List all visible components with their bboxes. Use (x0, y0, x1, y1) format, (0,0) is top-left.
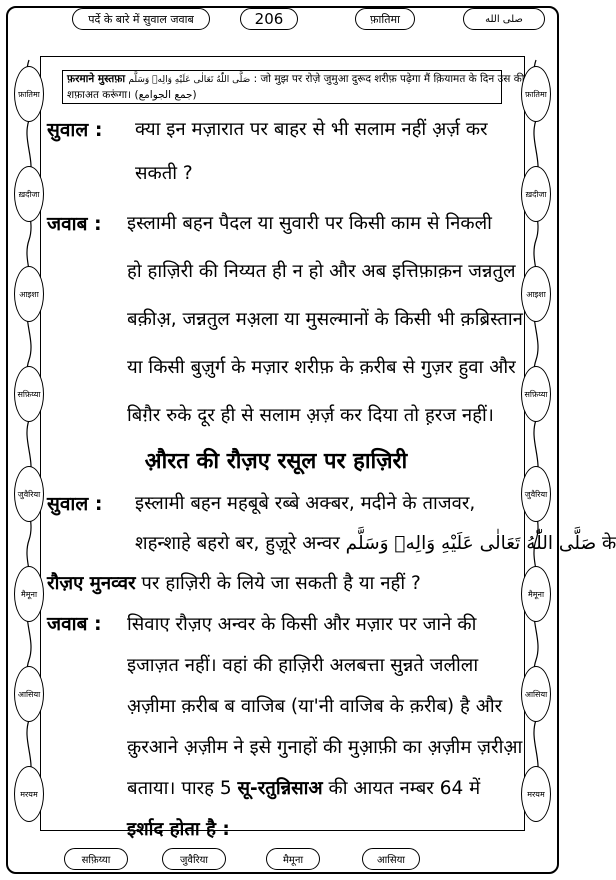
question-label: सुवाल : (47, 493, 103, 515)
side-medal: सफ़िय्या (14, 366, 44, 422)
side-medal: फ़ातिमा (14, 66, 44, 122)
hadith-banner (62, 70, 525, 104)
answer-label: जवाब : (47, 213, 102, 235)
side-medal: आइशा (14, 266, 44, 322)
header-corner-ornament: صلى الله (463, 8, 545, 30)
text-line: अ़ज़ीमा क़रीब ब वाजिब (या'नी वाजिब के क़रीब) है और (127, 696, 503, 717)
banner-salutation: صَلَّى اللّٰهُ تَعَالٰى عَلَيْهِ وَالِهٖ وَسَلَّم (128, 75, 251, 85)
footer-label: जुवैरिया (162, 848, 226, 870)
text-line: सकती ? (135, 163, 193, 184)
side-medal: मैमूना (14, 566, 44, 622)
answer-2 (47, 604, 523, 850)
text-line (127, 768, 522, 809)
page-number: 206 (240, 8, 298, 30)
text-span: इर्शाद होता है : (127, 819, 230, 840)
side-medal: आइशा (521, 266, 551, 322)
side-medal: ख़दीजा (521, 166, 551, 222)
footer-label: मैमूना (266, 848, 320, 870)
question-1 (47, 108, 505, 196)
bold-phrase: रौज़ए मुनव्वर (47, 573, 136, 594)
text-span: पर हाज़िरी के लिये जा सकती है या नहीं ? (135, 573, 421, 594)
bold-phrase: सू-रतुन्निसाअ (237, 778, 323, 799)
text-line: शहन्शाहे बहरो बर, हुज़ूरे अन्वर صَلَّى اللّٰهُ تَعَالٰى عَلَيْهِ وَالِهٖ وَسَلَّم के (135, 533, 616, 554)
text-line: या किसी बुज़ुर्ग के मज़ार शरीफ़ के क़रीब से गुज़र हुवा और (127, 357, 516, 378)
text-line: बिग़ैर रुके दूर ही से सलाम अ़र्ज़ कर दिया तो ह़रज नहीं। (127, 405, 494, 426)
chapter-title: पर्दे के बारे में सुवाल जवाब (72, 8, 210, 30)
text-span: बताया। पारह 5 (127, 778, 238, 799)
side-medal: ख़दीजा (14, 166, 44, 222)
header-right-title: फ़ातिमा (355, 8, 415, 30)
section-heading: औ़रत की रौज़ए रसूल पर हाज़िरी (144, 449, 408, 474)
text-line: क्या इन मज़ारात पर बाहर से भी सलाम नहीं अ़र्ज़ कर (135, 119, 488, 140)
side-medal: सफ़िय्या (521, 366, 551, 422)
answer-label: जवाब : (47, 613, 102, 635)
banner-text: : जो मुझ पर रोज़े जुमुआ दुरूद शरीफ़ पढ़ेगा मैं क़ियामत के दिन उस की (253, 73, 525, 85)
footer-label: आसिया (362, 848, 420, 870)
question-label: सुवाल : (47, 119, 103, 141)
footer-label: सफ़िय्या (64, 848, 128, 870)
side-medal: मैमूना (521, 566, 551, 622)
side-medal: फ़ातिमा (521, 66, 551, 122)
text-line: हो हाज़िरी की निय्यत ही न हो और अब इत्तिफ़ाक़न जन्नतुल (127, 261, 516, 282)
text-line: क़ुरआने अ़ज़ीम ने इसे गुनाहों की मुआ़फ़ी का अ़ज़ीम ज़रीआ़ (127, 737, 523, 758)
banner-lead: फ़रमाने मुस्तफ़ा (67, 73, 126, 85)
text-line (47, 564, 505, 604)
side-medal: मरयम (14, 766, 44, 822)
text-span: की आयत नम्बर 64 में (322, 778, 481, 799)
text-line: इजाज़त नहीं। वहां की हाज़िरी अलबत्ता सुन्नते जलीला (127, 655, 479, 676)
banner-line2: शफ़ाअत करूंगा। (جمع الجوامع) (67, 89, 197, 101)
answer-1 (47, 200, 523, 440)
side-medal: मरयम (521, 766, 551, 822)
side-medal: जुवैरिया (14, 466, 44, 522)
text-line (127, 809, 522, 850)
text-line: इस्लामी बहन पैदल या सुवारी पर किसी काम से निकली (127, 213, 492, 234)
side-medal: आसिया (521, 666, 551, 722)
text-line: सिवाए रौज़ए अन्वर के किसी और मज़ार पर जाने की (127, 614, 477, 635)
side-medal: जुवैरिया (521, 466, 551, 522)
text-line: इस्लामी बहन महबूबे रब्बे अक्बर, मदीने के ताजवर, (135, 493, 476, 514)
text-line: बक़ीअ़, जन्नतुल मअ़ला या मुसल्मानों के किसी भी क़ब्रिस्तान (127, 309, 523, 330)
side-medal: आसिया (14, 666, 44, 722)
